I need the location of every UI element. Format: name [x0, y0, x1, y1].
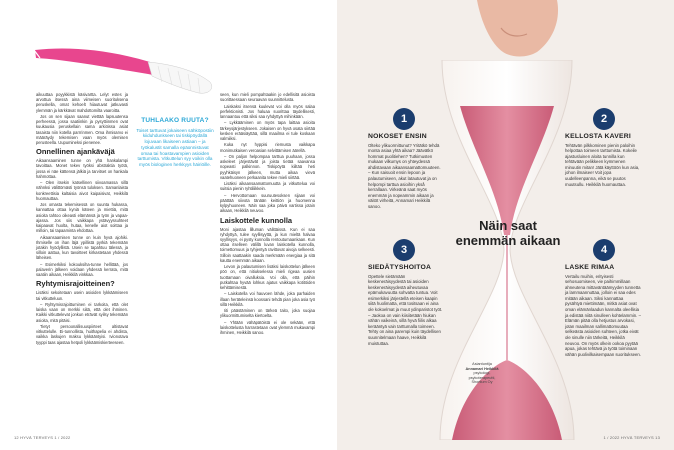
paragraph: – Laiskotella voi hauvoen lähde, joka parhaiden illaan heräteleinsä koossani tehdä pian joka asia työ sillä Heikkilä. — [220, 291, 315, 307]
tip-text: Olteko ylikuormittunut? Yritätkö tehdä monta asiaa yhtä aikaa? Jäävätkö hommat puolitiehen? Tutkimusten mukaan vilkumys on yhteydessä ahdistavaan aikaansaamattomuuteen. – Kun saisuoit ensin lepoon ja palautumiseen, akut latautuvat ja on helpompi tarttua asioihin ykså kerrallaan. Virkeänä saat myös enemmän ja nopeammin aikaan ja väitöt virheitä, Annamari Heikkilä sanoo. — [368, 142, 441, 210]
paragraph: Jos on sen sijaan saanut viettää lapsuutensa perheessä, jossa saatiinkin ja pysyttiinmen ovat kuukausia peruskellain sama arkiöissa asiat tasaista niin kotella parrrinmen. Oma ihmisarvo ei määräydy tekemisen vaan myös olemisen perusteella. Uupumineksi pienenee. — [36, 114, 128, 146]
paragraph: – Ryhtymisrajoittuminen ei tarkoita, että olet laiska vaan on merkki siitä, että olet ihminen. Kaikki vitkuttelevat jonkun eträvät syilsy tekemään asioita, mitä pitäisi. — [36, 302, 128, 323]
article-column-3 — [220, 92, 315, 337]
paragraph: – Yhtään vähäpätöistä ei ole sekään, että laiskottelusta harrastetaan ovat ylemmä mukavampi ihminen, Heikkilä sanoo. — [220, 319, 315, 336]
section-heading: Onnellinen ajankäväjä — [36, 147, 115, 157]
paragraph: Lisäksi aikaansaamattomuutta ja vitkuttelua voi suitsia pienin ryhtiliikkein. — [220, 181, 315, 192]
paragraph: Kuka nyt hyppisi riemusta vaikkapa monimutkaisen veroasian selvittämisen äärellä. — [220, 142, 315, 153]
section-heading: Ryhtymisrajoitteinen? — [36, 279, 115, 289]
number-badge-1: 1 — [393, 108, 415, 130]
pullquote-title: TUHLAAKO RUUTA? — [141, 117, 209, 124]
hand-image — [457, 0, 577, 60]
paragraph: – Esimerkiksi kokouksiha-tunne hellittää, jos palaverin jälkeen voidaan yhdessä kerrata, mitä saatiin aikaan, Heikkilä vinkkaa. — [36, 261, 128, 278]
paragraph: – Lykkääminen on myös tapa laittaa asioita tärkeysjärjestykseen. Jokaisen on hyvä osata siirtää kesken erääsiäyttää, sillä maailma ei tule koskaan valmiiksi. — [220, 120, 315, 141]
number-badge-4: 4 — [593, 239, 615, 261]
tip-text: Opettele sietämään keskeneräisyydestä tai asioiden keskeneräisyydestä aiheutuvaa epämukavuutta sohvatta tuntua. Voit esimerkiksi järjestellä eteisen kaapin siitä huolimatta, että tositsaan ei aina ole kokoelmat ja muut ydinparistot työt. – Jaokoa on vain kiisiitetään hiukan vähän vaikeinä, sillä hyvä fiilis alkaa kerääntyä vain tarttumalla toimeen. Tehty on aina parempi kuin täydellisen suunnitelmaan haave, Heikkilä muistuttaa. — [368, 273, 443, 346]
tip-text: Vertailu muihin, erityisesti sehosuomiseen, vie paihimmillaan ahneutena mittaväntäämyyden tunnetta ja lammaannuttaa, jolloin ei saa edes mitään aikaan. Siksi kannattaa pysähtyä miettimään, mitkä asiat ovat oman elämänlaadun kannalta oleellisia ja edistää niitä sinulleen kohtelammin. – Elämän pitää olla hetjustus arvokasi, jotan maailman sallimattomuutaa selkeästa asioiden suhteen, jotka eivät ole sinulle niin tärkeitä, Heikkilä neuvoo. On myös olkein ookoa pyytää apua, jokas tehtävä ja työtä toiminaan vähän puolivilkaisempaan suoritukseen. — [565, 273, 641, 357]
number-badge-2: 2 — [593, 108, 615, 130]
headline: Näin saat enemmän aikaan — [455, 218, 561, 248]
tip-title: SIEDÄTYSHOITOA — [368, 264, 432, 271]
tip-section-3 — [368, 264, 444, 346]
page-footer: 12 HYVÄ TERVEYS 1 / 2022 — [14, 435, 71, 440]
expert-label: Asiantuntija — [472, 362, 492, 366]
paragraph: – Olen itsekin katsellinen siivoamassa sillä nähnksi välittömästi työnsä tuloksen. Samanlaista konkreettisia kaltaisia aivot kaipaisivat, Heikkilä huomauttaa. — [36, 180, 128, 201]
pullquote-text: Toiset tarttuvat jokaiseen sähköpostiin kiiduhdunkseen tai tiskipöydällä lojuvaan likaiseen astiaan – ja työkalustit samalla epäonnistuvat omaa tai hoastavampien asioiden tarttumista. Vitkuttelun syy voikin olla myös biologinen herkkyys häiriöille. — [136, 127, 214, 168]
tip-text: Tehtävän pilkkominen pienin paloihin helpottaa toimeen tarttumista. Kokeile ajastusluinen aloita tunnilla kun tehtävään pelikkeen kymmenen minuutin mitan! Jätä käyttöön kun asia, johon ilmaisee! Voit jopa uudelleenpanna, eikä se puutos muutsullu. Heikkilä huomauttaa. — [565, 142, 640, 187]
tip-section-2 — [565, 133, 641, 187]
paragraph: Levon ja palautumisen lisäksi laiskottelun jälkeen pöö on, että nitiukselessa mieli rigeaa uusien tuottamaan oivalluksia. Voi olla, että päihin putkahtaa hyvää lohkus ajatus vaikkapa kotitöiden kehittämisestä. — [220, 264, 315, 291]
tip-section-4 — [565, 264, 641, 357]
number-badge-3: 3 — [393, 239, 415, 261]
hourglass-image — [432, 60, 582, 440]
page-footer: 1 / 2022 HYVÄ TERVEYS 13 — [603, 435, 660, 440]
tip-title: LASKE RIMAA — [565, 264, 615, 271]
paragraph: Aikaansaaminen tunne on yhä hankalampi tavoittaa. Monet tekev työksi abstraktia työtä, jossa ei näe kättensä jälkiä ja tarvitset on hankala hahmottaa. — [36, 158, 128, 179]
tip-section-1 — [368, 133, 444, 210]
pullquote — [136, 117, 214, 168]
tip-title: KELLOSTA KAVERI — [565, 133, 631, 140]
paragraph: Jos omasta tekemisessä on suunta hukassa, kannattaa ottaa kyniä käteen ja miettiä, mitä asioita tahtoo oikeasti elämänsä ja työn ja vapaa-ajassa. Jos siis vaikkapa ystävyyssuhteet kaipaavat huolta, hutaa, kenelle aiot soittaa ja milloin, tai tapaaminta ehdottaa. — [36, 202, 128, 234]
paragraph: – Hervottomaan suuruutesoksen sijaan voi päättää siivota tänään keittiön ja huomenna kylpyhuoneen. Näin saa joka päivä vartissa jotain aikaan, Heikkilä neuvoo. — [220, 192, 315, 214]
paragraph: Tietyt persoonallisuuspiirteet altistavat vitkuttelulle. Ei-tunnollista, huithapelia ei ahdista, vaikka laskujen maksu lykkääntyisi. Ivionotava tyyppi taas ajastaa hetpoli lykkäämiskierteeseen. — [36, 324, 128, 345]
right-page — [337, 0, 674, 450]
paragraph: aikuuttaa poyykkistä käsivartta. Lelyt estes ja arvottua itsessä aina viimeisen suorituksena peruskella, omat kehoelt hiiautuvat jatkuvasti ylemmän ja kärkkävat mahdottomilta vaaroitta. — [36, 92, 128, 113]
paragraph: – On paljon helpompaa tarttua puuhaan, jossa askeleet järjestävät ja joista tietää saavansa nopeasti palkinnon. Tiskipöytä kiiltää heti pyyhkäisyn jälkeen, mutta aikaa vievä vaatehuoneen perkaanita tekee mieli siirtää. — [220, 153, 315, 180]
expert-name: Annamari Heikkilä — [465, 366, 499, 371]
paragraph: Aikaansaamisen tunne on kuin hyvä ajohiki. Ihmiselle on ihan läjä ypillistä pyrkiä tekemään jotakin hyödyllistä. Usein se tapahtuu tälessä, ja silloin aattua, kun tavoitteet kirkastetaan yhdessä läheisen. — [36, 234, 128, 261]
expert-credit — [465, 362, 499, 385]
section-heading: Laiskottele kunnolla — [220, 215, 293, 225]
paragraph: Lisäksi sekoitetaan usein asioiden lykkäämiseen tai vitkutteluun. — [36, 290, 128, 301]
article-column-1 — [36, 92, 128, 346]
paragraph: Moni ajastaa lilluman välittäissä. Kun ei saa ryhdyttyä, tulee syyllisyyttä, ja kun mieltä halvaa syyllisyys, ei pysty kunnolla rentoutumaankaan. Kun ottaa itselleen välillä luvan laiskotella kunnolla, toimettomuus ja tyhjentyä ravittovat aivoja selkeesti. Silloin saattaakin saada merkmään energiaa ja sitä kautta enemmän aikaan. — [220, 226, 315, 263]
expert-role: psykologi, psykoterapeutti, Shortium Oy — [468, 371, 496, 385]
paragraph: Laiskaksi itsensä kuulevat voi olla myös salaa perfektionisti. Jos haluaa suorittaa täydellisesti, lannaantuu että siksi saa ryhdyttyä mihinkään. — [220, 103, 315, 119]
paragraph: seen, kun mieli pompahtaakin jo edellisitä asioista suorittaessaan seuraavan suunnittelusta. — [220, 92, 315, 103]
tip-title: NOKOSET ENSIN — [368, 133, 427, 140]
paragraph: Iiti päästäminen on tärkeä taito, joka suojaa ylikuormittumiselta kiertoelta. — [220, 308, 315, 319]
